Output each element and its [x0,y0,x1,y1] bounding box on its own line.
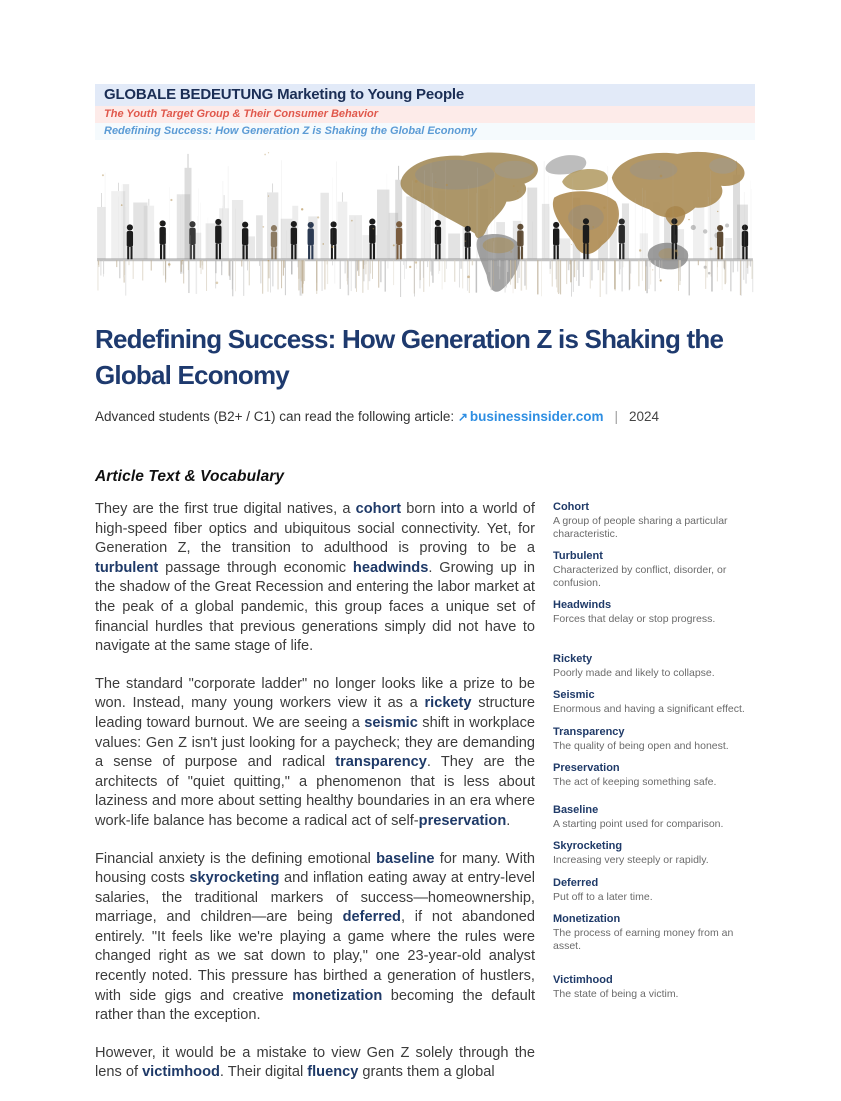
paragraph-text: and inflation eating away at entry-level salaries, the traditional markers of success—homeownership, marriage, and children—are being [95,870,535,926]
paragraph-text: structure leading toward burnout. We are seeing a [95,695,535,731]
vocab-item [553,653,755,680]
vocab-definition: Forces that delay or stop progress. [553,613,716,625]
vocab-keyword: preservation [418,812,507,829]
vocab-item [553,501,755,540]
paragraph-text: They are the first true digital natives, a [95,501,356,517]
vocab-keyword: transparency [335,754,427,771]
hero-illustration [95,140,755,297]
vocab-term: Rickety [553,652,593,665]
vocab-item [553,877,755,904]
vocab-term: Transparency [553,725,625,738]
vocab-item [553,804,755,831]
vocab-term: Monetization [553,913,621,925]
vocab-keyword: baseline [376,850,435,867]
vocab-term: Deferred [553,876,599,889]
person-silhouette [330,221,336,259]
businessinsider-link[interactable] [458,409,604,424]
paragraph-text: becoming the default rather than the exception. [95,987,536,1024]
page-title-line-1: Redefining Success: How Generation Z is Shaking the [95,324,724,354]
vocab-definition: The quality of being open and honest. [553,739,729,752]
vocab-definition: The process of earning money from an asset. [553,927,734,952]
vocab-term: Skyrocketing [553,840,623,852]
vocab-item [553,689,755,716]
vocab-group [553,501,755,626]
vocab-term: Baseline [553,803,599,816]
paragraph-text: passage through economic [158,559,353,576]
vocab-keyword: monetization [292,987,383,1004]
vocab-keyword: skyrocketing [189,870,280,887]
vocab-keyword: fluency [307,1064,359,1081]
paragraph-text: Financial anxiety is the defining emotional [95,850,377,867]
vocab-term: Seismic [553,689,595,701]
vocab-definition: Enormous and having a significant effect. [553,703,745,715]
article-year: 2024 [628,409,660,424]
content-columns [95,500,755,1101]
person-silhouette [553,222,559,259]
vocab-definition: The state of being a victim. [553,988,679,1000]
vocab-keyword: turbulent [95,559,159,576]
vocab-item [553,599,755,626]
vocab-term: Turbulent [553,550,603,562]
page-title [95,321,755,393]
source-prefix: Advanced students (B2+ / C1) can read the following article: [95,409,455,424]
lesson-title-band: Redefining Success: How Generation Z is Shaking the Global Economy [95,123,755,140]
paragraph-text: The standard "corporate ladder" no longer looks like a prize to be won. Instead, many young workers view it as a [95,675,535,712]
person-silhouette [717,225,723,259]
paragraph-text: grants them a global [358,1064,495,1081]
vocab-definition: Increasing very steeply or rapidly. [553,854,709,866]
unit-subtitle-band: The Youth Target Group & Their Consumer Behavior [95,106,755,123]
vocab-keyword: rickety [424,695,472,712]
vocab-term: Victimhood [553,974,613,986]
vocab-group [553,804,755,953]
vocab-definition: A starting point used for comparison. [553,817,724,830]
article-text-column [95,500,535,1101]
vocab-group [553,974,755,1001]
vocab-keyword: seismic [364,714,418,731]
section-heading: Article Text & Vocabulary [95,468,285,485]
vocab-keyword: victimhood [142,1064,220,1081]
vocab-definition: Poorly made and likely to collapse. [553,666,715,679]
vocab-definition: Characterized by conflict, disorder, or confusion. [553,564,727,589]
article-paragraph [95,850,535,1026]
vocab-group [553,653,755,789]
article-source-line [95,409,755,424]
page-title-line-2: Global Economy [95,360,289,390]
masthead [95,84,755,140]
businessinsider-link-label: businessinsider.com [469,409,604,424]
vocab-item [553,762,755,789]
paragraph-text: . Growing up in the shadow of the Great Recession and entering the labor market at the peak of a global pandemic, this group faces a unique set of financial hurdles that previous generations simply did not have to navigate at the same stage of life. [95,559,535,655]
paragraph-text: for many. With housing costs [95,850,535,887]
vocab-item [553,550,755,589]
vocab-item [553,840,755,867]
vocab-keyword: headwinds [352,559,429,576]
worksheet-page [95,84,755,1101]
vocab-item [553,726,755,753]
vocab-term: Preservation [553,762,620,774]
vocab-item [553,974,755,1001]
paragraph-text: However, it would be a mistake to view Gen Z solely through the lens of [95,1044,535,1081]
pipe-separator: | [614,409,618,424]
article-paragraph [95,675,535,832]
vocab-term: Cohort [553,501,590,513]
paragraph-text: , if not abandoned entirely. "It feels like we're playing a game where the rules were changed right as we sat down to play," one 23-year-old analyst recently noted. This pressure has birthed a generation of hustlers, with side gigs and creative [95,909,535,1004]
paragraph-text: born into a world of high-speed fiber optics and ubiquitous social connectivity. Yet, for Generation Z, the transition to adulthood is proving to be a [95,501,535,557]
vocab-term: Headwinds [553,599,612,611]
course-title-band: GLOBALE BEDEUTUNG Marketing to Young People [95,84,755,106]
external-link-icon: ↗ [457,410,468,424]
paragraph-text: . Their digital [219,1064,308,1081]
paragraph-text: . They are the architects of "quiet quitting," a phenomenon that is less about laziness and more about setting healthy boundaries in an era where work-life balance has become a radical act of self- [95,754,536,829]
paragraph-text: shift in workplace values: Gen Z isn't just looking for a paycheck; they are demanding a sense of purpose and radical [95,714,535,771]
vocab-keyword: deferred [342,909,401,926]
vocabulary-sidebar [553,500,755,1011]
vocab-item [553,913,755,952]
vocab-definition: Put off to a later time. [553,890,653,903]
article-paragraph [95,500,535,657]
vocab-definition: A group of people sharing a particular characteristic. [553,515,728,540]
article-paragraph [95,1044,535,1083]
paragraph-text: . [506,812,511,829]
vocab-keyword: cohort [355,501,402,517]
vocab-definition: The act of keeping something safe. [553,776,717,788]
